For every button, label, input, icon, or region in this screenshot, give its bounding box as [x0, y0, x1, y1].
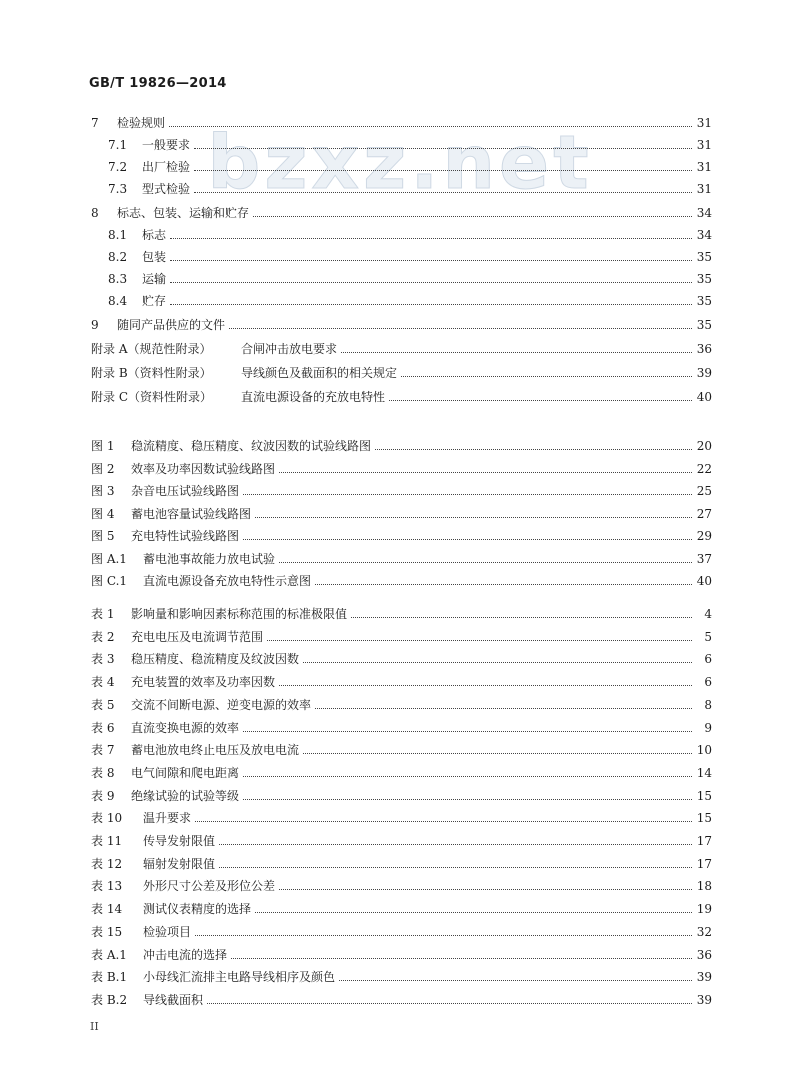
table-number: 表 10	[91, 811, 123, 825]
figure-entry[interactable]	[91, 481, 712, 499]
dot-leader	[170, 282, 692, 283]
figure-title: 直流电源设备充放电特性示意图	[143, 574, 312, 588]
section-entry[interactable]	[91, 339, 712, 357]
figure-page-number: 37	[696, 552, 712, 566]
figure-number: 图 3	[91, 484, 115, 498]
dot-leader	[243, 731, 692, 732]
table-entry[interactable]	[91, 627, 712, 645]
table-number: 表 4	[91, 675, 115, 689]
table-title: 小母线汇流排主电路导线相序及颜色	[143, 970, 336, 984]
dot-leader	[255, 517, 692, 518]
section-title: 标志、包装、运输和贮存	[117, 206, 250, 220]
table-number: 表 B.1	[91, 970, 128, 984]
table-title: 传导发射限值	[143, 834, 216, 848]
table-entry[interactable]	[91, 649, 712, 667]
section-entry[interactable]	[108, 157, 712, 175]
section-page-number: 31	[696, 138, 712, 152]
section-page-number: 35	[696, 294, 712, 308]
figure-title: 充电特性试验线路图	[131, 529, 240, 543]
section-title: 合闸冲击放电要求	[241, 342, 338, 356]
figure-title: 蓄电池容量试验线路图	[131, 507, 252, 521]
section-title: 导线颜色及截面积的相关规定	[241, 366, 398, 380]
dot-leader	[255, 912, 692, 913]
figure-entry[interactable]	[91, 571, 712, 589]
table-number: 表 9	[91, 789, 115, 803]
dot-leader	[279, 685, 692, 686]
dot-leader	[231, 958, 692, 959]
table-title: 影响量和影响因素标称范围的标准极限值	[131, 607, 348, 621]
table-number: 表 8	[91, 766, 115, 780]
dot-leader	[303, 662, 692, 663]
section-entry[interactable]	[108, 291, 712, 309]
figure-page-number: 27	[696, 507, 712, 521]
figure-page-number: 40	[696, 574, 712, 588]
section-title: 检验规则	[117, 116, 166, 130]
table-entry[interactable]	[91, 831, 712, 849]
section-page-number: 39	[696, 366, 712, 380]
table-title: 导线截面积	[143, 993, 204, 1007]
watermark-text: bzxz.net	[207, 120, 593, 206]
dot-leader	[389, 400, 692, 401]
table-page-number: 5	[704, 630, 712, 644]
figure-number: 图 4	[91, 507, 115, 521]
table-title: 充电电压及电流调节范围	[131, 630, 264, 644]
section-title: 贮存	[142, 294, 167, 308]
section-entry[interactable]	[91, 387, 712, 405]
section-entry[interactable]	[91, 363, 712, 381]
table-number: 表 A.1	[91, 948, 127, 962]
dot-leader	[170, 260, 692, 261]
table-title: 温升要求	[143, 811, 192, 825]
section-title: 随同产品供应的文件	[117, 318, 226, 332]
section-page-number: 34	[696, 228, 712, 242]
table-title: 交流不间断电源、逆变电源的效率	[131, 698, 312, 712]
section-page-number: 31	[696, 116, 712, 130]
doc-code-header: GB/T 19826—2014	[89, 76, 227, 91]
section-page-number: 35	[696, 318, 712, 332]
section-page-number: 35	[696, 250, 712, 264]
table-page-number: 6	[704, 675, 712, 689]
section-title: 一般要求	[142, 138, 191, 152]
section-page-number: 31	[696, 160, 712, 174]
table-entry[interactable]	[91, 876, 712, 894]
table-title: 测试仪表精度的选择	[143, 902, 252, 916]
section-number: 8.3	[108, 272, 128, 286]
dot-leader	[243, 494, 692, 495]
table-title: 充电装置的效率及功率因数	[131, 675, 276, 689]
table-page-number: 18	[696, 879, 712, 893]
dot-leader	[169, 126, 692, 127]
section-title: 型式检验	[142, 182, 191, 196]
section-title: 直流电源设备的充放电特性	[241, 390, 386, 404]
figure-page-number: 25	[696, 484, 712, 498]
section-number: 附录 C（资料性附录）	[91, 390, 212, 404]
dot-leader	[194, 148, 692, 149]
dot-leader	[194, 192, 692, 193]
dot-leader	[339, 980, 692, 981]
table-number: 表 B.2	[91, 993, 128, 1007]
section-number: 7.3	[108, 182, 128, 196]
section-page-number: 36	[696, 342, 712, 356]
section-number: 8.2	[108, 250, 128, 264]
dot-leader	[315, 708, 692, 709]
dot-leader	[229, 328, 692, 329]
figure-title: 杂音电压试验线路图	[131, 484, 240, 498]
section-number: 8.1	[108, 228, 128, 242]
table-page-number: 4	[704, 607, 712, 621]
section-title: 包装	[142, 250, 167, 264]
dot-leader	[279, 889, 692, 890]
section-number: 7	[91, 116, 99, 130]
section-entry[interactable]	[91, 315, 712, 333]
figure-page-number: 22	[696, 462, 712, 476]
table-title: 稳压精度、稳流精度及纹波因数	[131, 652, 300, 666]
table-entry[interactable]	[91, 604, 712, 622]
figure-number: 图 C.1	[91, 574, 128, 588]
dot-leader	[207, 1003, 692, 1004]
figure-number: 图 5	[91, 529, 115, 543]
table-number: 表 15	[91, 925, 123, 939]
table-entry[interactable]	[91, 967, 712, 985]
dot-leader	[170, 238, 692, 239]
figure-entry[interactable]	[91, 459, 712, 477]
section-page-number: 31	[696, 182, 712, 196]
section-entry[interactable]	[108, 135, 712, 153]
figure-entry[interactable]	[91, 549, 712, 567]
table-number: 表 14	[91, 902, 123, 916]
figure-number: 图 1	[91, 439, 115, 453]
section-number: 7.1	[108, 138, 128, 152]
section-title: 标志	[142, 228, 167, 242]
table-number: 表 2	[91, 630, 115, 644]
dot-leader	[195, 935, 692, 936]
dot-leader	[279, 562, 692, 563]
dot-leader	[253, 216, 692, 217]
table-title: 辐射发射限值	[143, 857, 216, 871]
dot-leader	[315, 584, 692, 585]
table-page-number: 17	[696, 857, 712, 871]
section-number: 9	[91, 318, 99, 332]
dot-leader	[219, 867, 692, 868]
table-page-number: 10	[696, 743, 712, 757]
table-page-number: 15	[696, 789, 712, 803]
dot-leader	[170, 304, 692, 305]
dot-leader	[279, 472, 692, 473]
section-number: 8	[91, 206, 99, 220]
section-number: 附录 A（规范性附录）	[91, 342, 212, 356]
table-page-number: 15	[696, 811, 712, 825]
table-page-number: 6	[704, 652, 712, 666]
table-number: 表 3	[91, 652, 115, 666]
figure-entry[interactable]	[91, 504, 712, 522]
section-number: 7.2	[108, 160, 128, 174]
section-number: 附录 B（资料性附录）	[91, 366, 212, 380]
section-entry[interactable]	[91, 203, 712, 221]
table-entry[interactable]	[91, 672, 712, 690]
figure-page-number: 29	[696, 529, 712, 543]
table-title: 外形尺寸公差及形位公差	[143, 879, 276, 893]
section-entry[interactable]	[108, 269, 712, 287]
figure-entry[interactable]	[91, 526, 712, 544]
table-page-number: 19	[696, 902, 712, 916]
table-title: 冲击电流的选择	[143, 948, 228, 962]
table-title: 蓄电池放电终止电压及放电电流	[131, 743, 300, 757]
table-page-number: 39	[696, 993, 712, 1007]
figure-number: 图 A.1	[91, 552, 127, 566]
table-entry[interactable]	[91, 786, 712, 804]
table-number: 表 11	[91, 834, 123, 848]
figure-title: 稳流精度、稳压精度、纹波因数的试验线路图	[131, 439, 372, 453]
dot-leader	[243, 539, 692, 540]
figure-number: 图 2	[91, 462, 115, 476]
dot-leader	[243, 799, 692, 800]
section-page-number: 34	[696, 206, 712, 220]
dot-leader	[303, 753, 692, 754]
table-entry[interactable]	[91, 718, 712, 736]
table-number: 表 7	[91, 743, 115, 757]
figure-entry[interactable]	[91, 436, 712, 454]
table-entry[interactable]	[91, 854, 712, 872]
table-number: 表 12	[91, 857, 123, 871]
table-page-number: 9	[704, 721, 712, 735]
dot-leader	[341, 352, 692, 353]
table-number: 表 13	[91, 879, 123, 893]
figure-title: 蓄电池事故能力放电试验	[143, 552, 276, 566]
table-title: 绝缘试验的试验等级	[131, 789, 240, 803]
section-title: 出厂检验	[142, 160, 191, 174]
section-page-number: 40	[696, 390, 712, 404]
section-entry[interactable]	[108, 247, 712, 265]
table-entry[interactable]	[91, 990, 712, 1008]
dot-leader	[194, 170, 692, 171]
table-number: 表 5	[91, 698, 115, 712]
table-page-number: 39	[696, 970, 712, 984]
section-entry[interactable]	[108, 225, 712, 243]
table-title: 检验项目	[143, 925, 192, 939]
figure-page-number: 20	[696, 439, 712, 453]
table-entry[interactable]	[91, 899, 712, 917]
dot-leader	[401, 376, 692, 377]
table-entry[interactable]	[91, 945, 712, 963]
table-page-number: 17	[696, 834, 712, 848]
dot-leader	[351, 617, 692, 618]
section-entry[interactable]	[91, 113, 712, 131]
table-entry[interactable]	[91, 808, 712, 826]
section-page-number: 35	[696, 272, 712, 286]
table-title: 直流变换电源的效率	[131, 721, 240, 735]
section-number: 8.4	[108, 294, 128, 308]
table-title: 电气间隙和爬电距离	[131, 766, 240, 780]
dot-leader	[219, 844, 692, 845]
dot-leader	[375, 449, 692, 450]
dot-leader	[195, 821, 692, 822]
table-page-number: 32	[696, 925, 712, 939]
dot-leader	[243, 776, 692, 777]
table-page-number: 14	[696, 766, 712, 780]
table-page-number: 8	[704, 698, 712, 712]
dot-leader	[267, 640, 692, 641]
page-number-footer: II	[90, 1020, 99, 1033]
table-entry[interactable]	[91, 763, 712, 781]
table-entry[interactable]	[91, 740, 712, 758]
table-page-number: 36	[696, 948, 712, 962]
table-entry[interactable]	[91, 695, 712, 713]
figure-title: 效率及功率因数试验线路图	[131, 462, 276, 476]
section-entry[interactable]	[108, 179, 712, 197]
table-number: 表 1	[91, 607, 115, 621]
table-number: 表 6	[91, 721, 115, 735]
section-title: 运输	[142, 272, 167, 286]
table-entry[interactable]	[91, 922, 712, 940]
